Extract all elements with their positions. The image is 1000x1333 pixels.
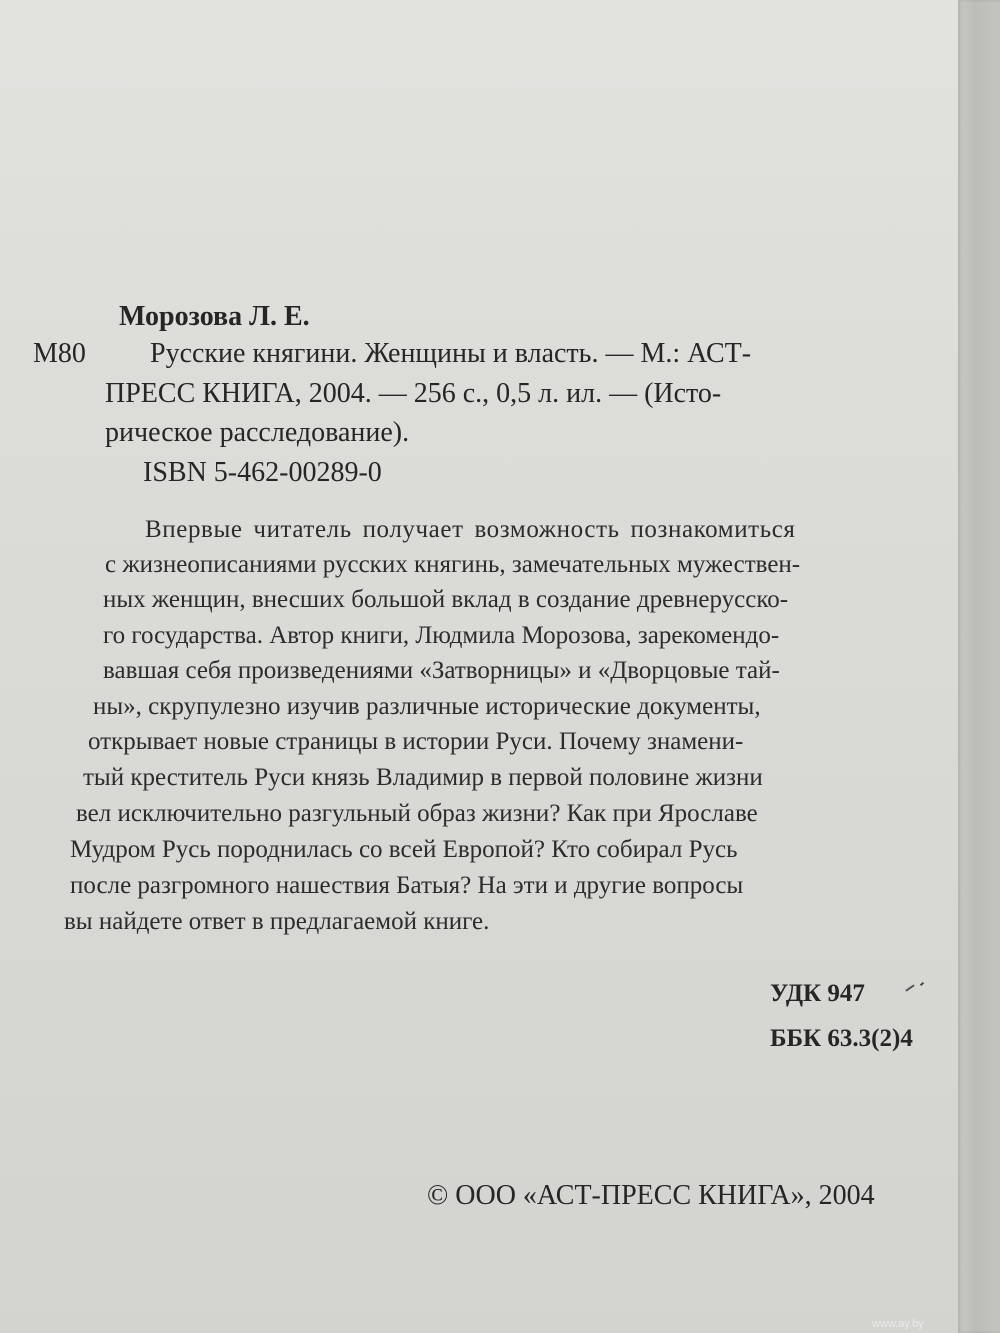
biblio-line-3: рическое расследование).	[105, 417, 410, 448]
annotation-line: Мудром Русь породнилась со всей Европой? Кто собирал Русь	[70, 836, 738, 863]
annotation-line: вел исключительно разгульный образ жизни? Как при Ярославе	[76, 800, 758, 827]
author-name: Морозова Л. Е.	[119, 301, 310, 332]
annotation-line: вавшая себя произведениями «Затворницы» и «Дворцовые тай-	[103, 657, 780, 684]
annotation-line: вы найдете ответ в предлагаемой книге.	[64, 908, 490, 935]
watermark: www.ay.by	[872, 1318, 924, 1330]
annotation-line: ны», скрупулезно изучив различные исторические документы,	[93, 693, 761, 720]
pencil-mark	[905, 984, 914, 991]
annotation-line: с жизнеописаниями русских княгинь, замечательных мужествен-	[105, 551, 801, 578]
pencil-mark	[920, 982, 924, 986]
bbk-code: ББК 63.3(2)4	[770, 1025, 913, 1052]
page-edge	[958, 0, 1000, 1333]
annotation-line: открывает новые страницы в истории Руси. Почему знамени-	[88, 728, 744, 755]
annotation-line: Впервые читатель получает возможность познакомиться	[145, 516, 796, 543]
author-code: М80	[33, 338, 86, 369]
annotation-line: после разгромного нашествия Батыя? На эти и другие вопросы	[70, 872, 744, 899]
biblio-line-2: ПРЕСС КНИГА, 2004. — 256 с., 0,5 л. ил. — (Исто-	[105, 378, 722, 409]
biblio-line-1: Русские княгини. Женщины и власть. — М.: АСТ-	[150, 338, 752, 369]
annotation-line: тый креститель Руси князь Владимир в первой половине жизни	[83, 764, 763, 791]
annotation-line: ных женщин, внесших большой вклад в создание древнерусско-	[103, 586, 789, 613]
udk-code: УДК 947	[770, 980, 865, 1007]
isbn: ISBN 5-462-00289-0	[143, 457, 382, 488]
copyright: © ООО «АСТ-ПРЕСС КНИГА», 2004	[427, 1180, 875, 1211]
annotation-line: го государства. Автор книги, Людмила Морозова, зарекомендо-	[103, 622, 780, 649]
